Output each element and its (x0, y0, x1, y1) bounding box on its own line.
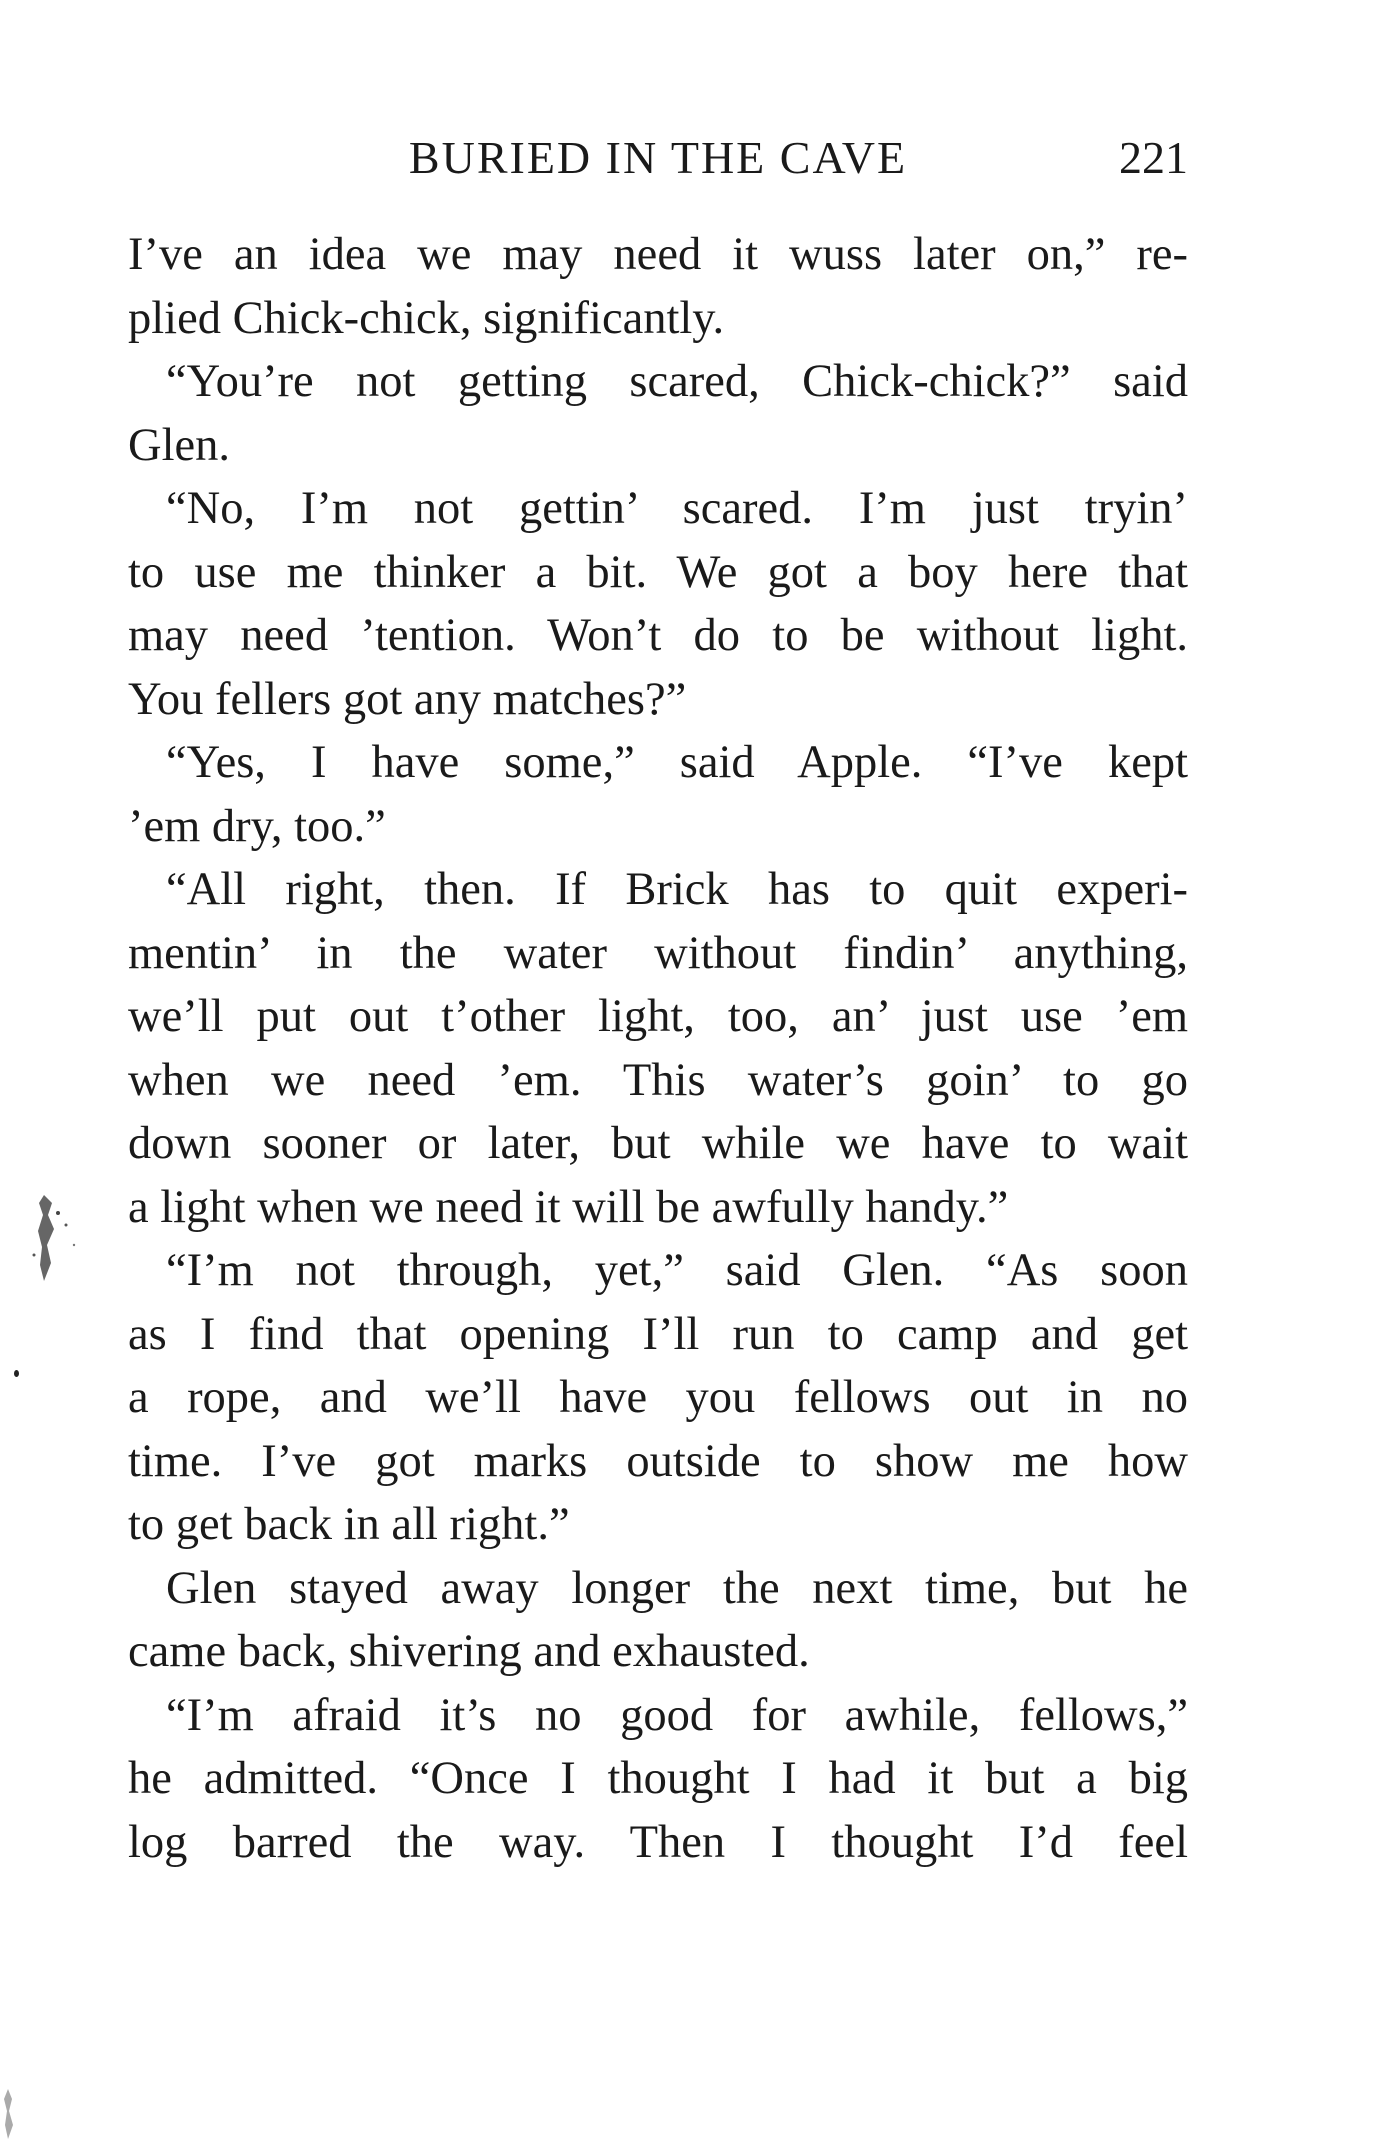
text-line: “You’re not getting scared, Chick-chick?” said (166, 356, 1188, 407)
page-number: 221 (1119, 132, 1188, 183)
scan-speck (14, 1370, 19, 1377)
text-line: a light when we need it will be awfully handy.” (128, 1181, 1009, 1233)
text-line: he admitted. “Once I thought I had it but a big (128, 1753, 1188, 1804)
text-line: “I’m not through, yet,” said Glen. “As soon (166, 1245, 1188, 1296)
body-text (128, 223, 1188, 1874)
text-line: Glen. (128, 419, 231, 471)
text-line: we’ll put out t’other light, too, an’ just use ’em (128, 991, 1188, 1042)
text-line: Glen stayed away longer the next time, but he (166, 1562, 1188, 1614)
text-line: log barred the way. Then I thought I’d feel (128, 1816, 1188, 1868)
text-line: mentin’ in the water without findin’ anything, (128, 927, 1188, 979)
text-line: You fellers got any matches?” (128, 673, 687, 725)
text-line: “All right, then. If Brick has to quit experi- (166, 864, 1188, 915)
text-line: “I’m afraid it’s no good for awhile, fellows,” (166, 1689, 1188, 1741)
running-head (128, 128, 1188, 188)
text-line: plied Chick-chick, significantly. (128, 292, 725, 344)
text-line: “No, I’m not gettin’ scared. I’m just tryin’ (166, 483, 1188, 534)
text-line: may need ’tention. Won’t do to be without light. (128, 610, 1188, 661)
text-line: time. I’ve got marks outside to show me how (128, 1435, 1188, 1487)
text-line: a rope, and we’ll have you fellows out in no (128, 1372, 1188, 1423)
text-line: “Yes, I have some,” said Apple. “I’ve kept (166, 737, 1188, 788)
text-line: down sooner or later, but while we have to wait (128, 1118, 1188, 1169)
running-title: BURIED IN THE CAVE (408, 132, 908, 183)
text-line: came back, shivering and exhausted. (128, 1626, 810, 1677)
text-line: as I find that opening I’ll run to camp and get (128, 1308, 1188, 1360)
text-line: to get back in all right.” (128, 1499, 570, 1550)
text-line: I’ve an idea we may need it wuss later on,” re- (128, 229, 1188, 280)
scan-smudge (14, 1185, 104, 1305)
text-line: to use me thinker a bit. We got a boy here that (128, 546, 1188, 598)
text-line: ’em dry, too.” (128, 800, 386, 852)
scan-smudge (0, 2085, 30, 2145)
text-line: when we need ’em. This water’s goin’ to go (128, 1054, 1188, 1106)
